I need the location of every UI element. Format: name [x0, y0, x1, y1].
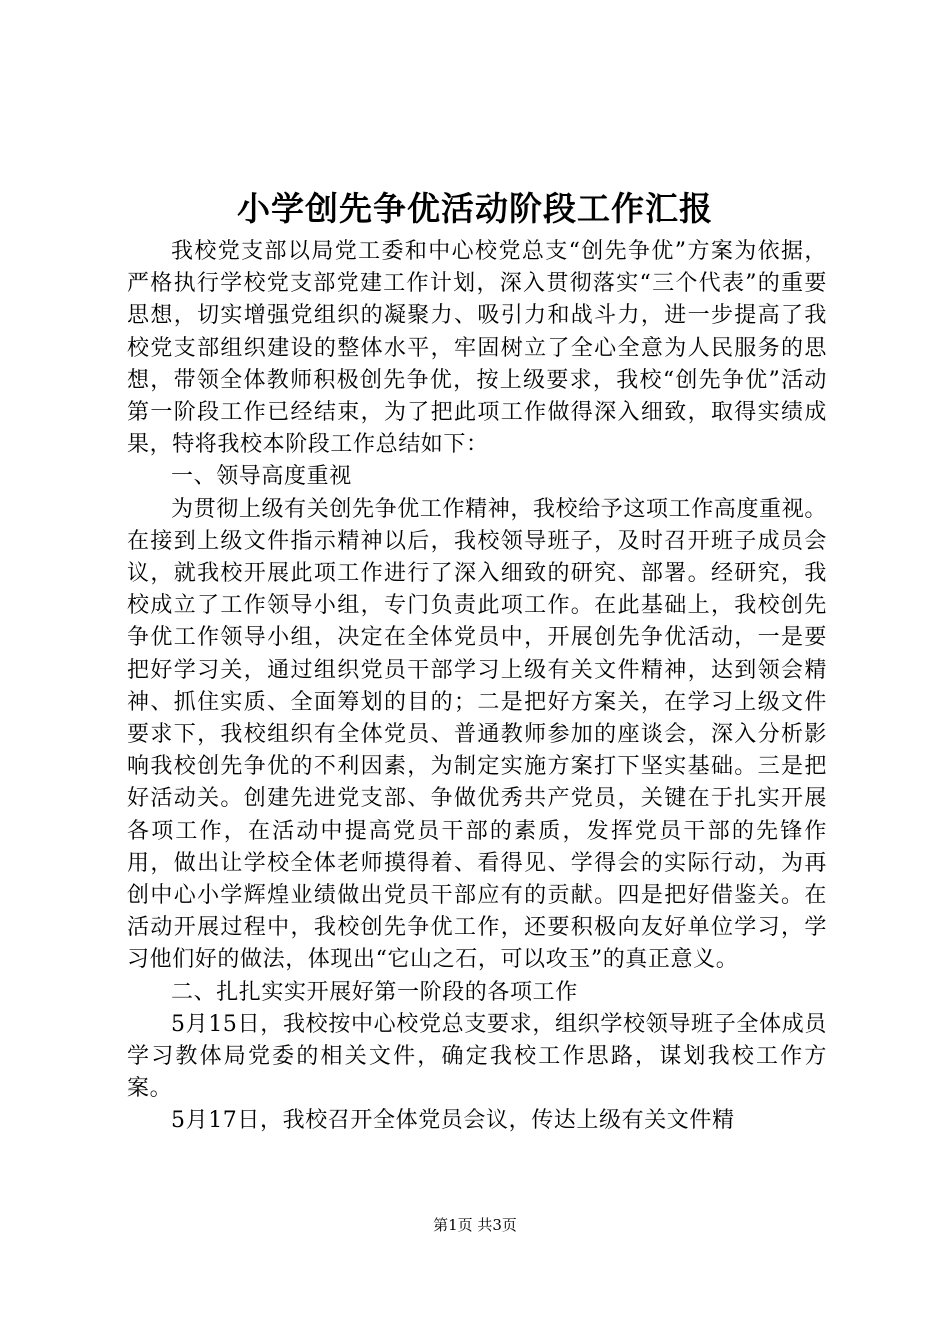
section-heading-2: 二、扎扎实实开展好第一阶段的各项工作: [171, 979, 578, 1005]
section-heading-1: 一、领导高度重视: [171, 464, 352, 490]
document-title: 小学创先争优活动阶段工作汇报: [237, 189, 713, 228]
page-footer: 第1页 共3页: [433, 1216, 517, 1234]
intro-paragraph: 我校党支部以局党工委和中心校党总支“创先争优”方案为依据，严格执行学校党支部党建工作计划，深入贯彻落实“三个代表”的重要思想，切实增强党组织的凝聚力、吸引力和战斗力，进一步提高了我校党支部组织建设的整体水平，牢固树立了全心全意为人民服务的思想，带领全体教师积极创先争优，按上级要求，我校“创先争优”活动第一阶段工作已经结束，为了把此项工作做得深入细致，取得实绩成果，特将我校本阶段工作总结如下：: [127, 239, 827, 458]
may-17-paragraph: 5月17日，我校召开全体党员会议，传达上级有关文件精: [171, 1108, 735, 1134]
may-15-paragraph: 5月15日，我校按中心校党总支要求，组织学校领导班子全体成员学习教体局党委的相关文件，确定我校工作思路，谋划我校工作方案。: [127, 1011, 827, 1102]
document-body: [127, 236, 827, 1138]
section-1-paragraph: 为贯彻上级有关创先争优工作精神，我校给予这项工作高度重视。在接到上级文件指示精神以后，我校领导班子，及时召开班子成员会议，就我校开展此项工作进行了深入细致的研究、部署。经研究，我校成立了工作领导小组，专门负责此项工作。在此基础上，我校创先争优工作领导小组，决定在全体党员中，开展创先争优活动，一是要把好学习关，通过组织党员干部学习上级有关文件精神，达到领会精神、抓住实质、全面筹划的目的；二是把好方案关，在学习上级文件要求下，我校组织有全体党员、普通教师参加的座谈会，深入分析影响我校创先争优的不利因素，为制定实施方案打下坚实基础。三是把好活动关。创建先进党支部、争做优秀共产党员，关键在于扎实开展各项工作，在活动中提高党员干部的素质，发挥党员干部的先锋作用，做出让学校全体老师摸得着、看得见、学得会的实际行动，为再创中心小学辉煌业绩做出党员干部应有的贡献。四是把好借鉴关。在活动开展过程中，我校创先争优工作，还要积极向友好单位学习，学习他们好的做法，体现出“它山之石，可以攻玉”的真正意义。: [127, 496, 827, 973]
